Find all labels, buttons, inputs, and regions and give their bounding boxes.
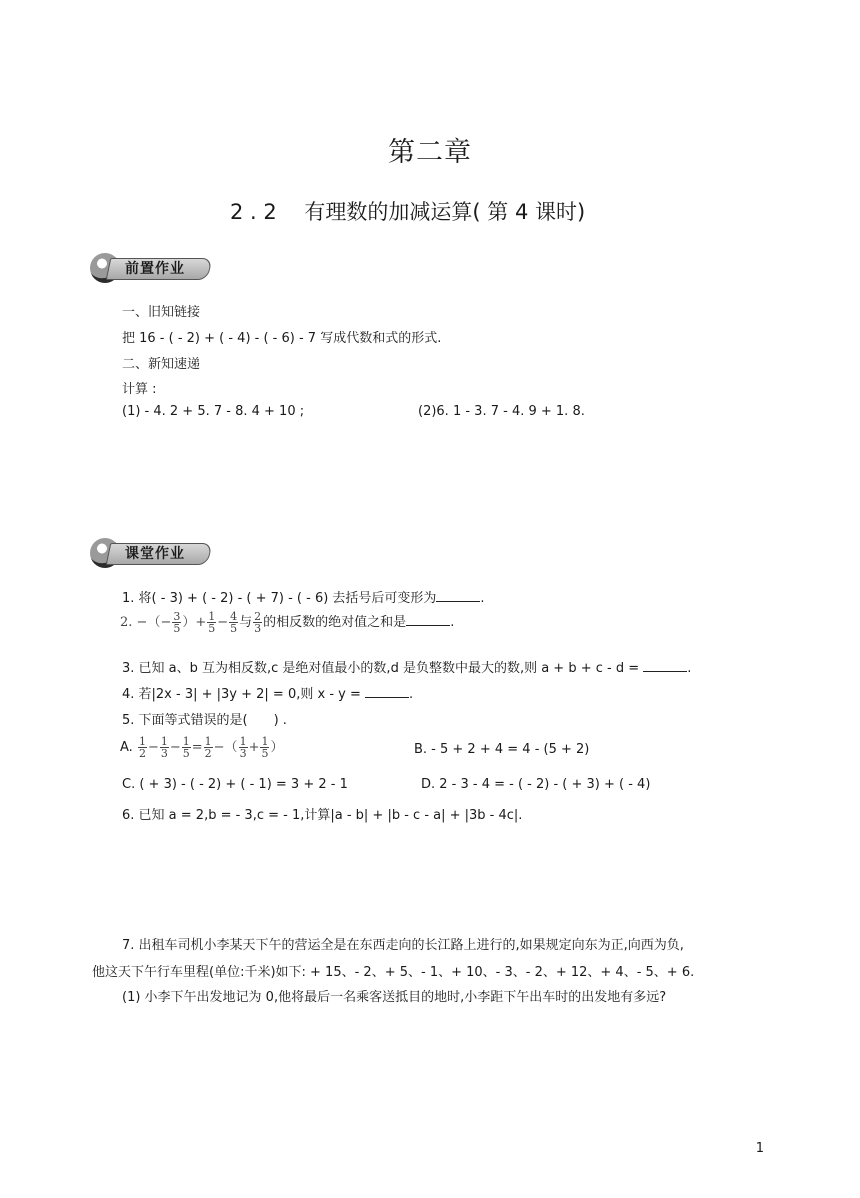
- question-6: 6. 已知 a = 2,b = - 3,c = - 1,计算|a - b| + |b - c - a| + |3b - 4c|.: [122, 808, 523, 823]
- option-b: B. - 5 + 2 + 4 = 4 - (5 + 2): [414, 742, 590, 757]
- calc-problem-2: (2)6. 1 - 3. 7 - 4. 9 + 1. 8.: [418, 404, 585, 419]
- fraction: $\frac{4}{5}$: [230, 610, 238, 635]
- answer-blank-4: [365, 686, 409, 698]
- fraction: $\frac{1}{5}$: [261, 735, 269, 760]
- question-1-text: 1. 将( - 3) + ( - 2) - ( + 7) - ( - 6) 去括号后可变形为: [122, 591, 437, 606]
- calc-problem-1: (1) - 4. 2 + 5. 7 - 8. 4 + 10 ;: [122, 404, 305, 419]
- fraction: $\frac{1}{5}$: [182, 735, 190, 760]
- question-5: 5. 下面等式错误的是( ) .: [122, 713, 287, 728]
- old-knowledge-heading: 一、旧知链接: [122, 305, 201, 320]
- question-3-text: 3. 已知 a、b 互为相反数,c 是绝对值最小的数,d 是负整数中最大的数,则 a + b + c - d =: [122, 661, 640, 676]
- question-4: 4. 若|2x - 3| + |3y + 2| = 0,则 x - y = .: [122, 687, 414, 702]
- option-a: A. $\frac{1}{2}$ − $\frac{1}{3}$ − $\frac{1}{5}$ = $\frac{1}{2}$ −（ $\frac{1}{3}$ + $\frac{1}{5}$ ）: [120, 735, 284, 760]
- page-number: 1: [755, 1141, 764, 1156]
- option-d: D. 2 - 3 - 4 = - ( - 2) - ( + 3) + ( - 4): [421, 777, 651, 792]
- calc-label: 计算 :: [122, 382, 157, 397]
- class-homework-badge: [90, 538, 212, 568]
- fraction: $\frac{1}{3}$: [239, 735, 247, 760]
- answer-blank-3: [643, 660, 687, 672]
- question-1: 1. 将( - 3) + ( - 2) - ( + 7) - ( - 6) 去括号后可变形为 .: [122, 591, 485, 606]
- lesson-title: 2 . 2 有理数的加减运算( 第 4 课时): [230, 200, 586, 224]
- question-2-text: 的相反数的绝对值之和是: [263, 615, 407, 630]
- option-c: C. ( + 3) - ( - 2) + ( - 1) = 3 + 2 - 1: [122, 777, 348, 792]
- fraction: $\frac{1}{5}$: [208, 610, 216, 635]
- answer-blank-2: [406, 614, 450, 626]
- pre-homework-label: 前置作业: [125, 261, 185, 277]
- question-3: 3. 已知 a、b 互为相反数,c 是绝对值最小的数,d 是负整数中最大的数,则 a + b + c - d = .: [122, 661, 692, 676]
- old-knowledge-problem: 把 16 - ( - 2) + ( - 4) - ( - 6) - 7 写成代数和式的形式.: [122, 331, 442, 346]
- question-2: 2. −（− $\frac{3}{5}$ ）+ $\frac{1}{5}$ − $\frac{4}{5}$ 与 $\frac{2}{3}$ 的相反数的绝对值之和是 .: [120, 610, 455, 635]
- answer-blank-1: [436, 590, 480, 602]
- question-7-part-1: (1) 小李下午出发地记为 0,他将最后一名乘客送抵目的地时,小李距下午出车时的出发地有多远?: [122, 990, 667, 1005]
- fraction: $\frac{1}{2}$: [204, 735, 212, 760]
- chapter-title: 第二章: [388, 137, 472, 168]
- question-4-text: 4. 若|2x - 3| + |3y + 2| = 0,则 x - y =: [122, 687, 361, 702]
- class-homework-label: 课堂作业: [125, 546, 185, 562]
- fraction: $\frac{3}{5}$: [173, 610, 181, 635]
- fraction: $\frac{2}{3}$: [254, 610, 262, 635]
- question-7-line-2: 他这天下午行车里程(单位:千米)如下: + 15、- 2、+ 5、- 1、+ 10、- 3、- 2、+ 12、+ 4、- 5、+ 6.: [92, 965, 695, 980]
- question-7-line-1: 7. 出租车司机小李某天下午的营运全是在东西走向的长江路上进行的,如果规定向东为正,向西为负,: [122, 938, 684, 953]
- fraction: $\frac{1}{2}$: [138, 735, 146, 760]
- pre-homework-badge: [90, 253, 212, 283]
- new-knowledge-heading: 二、新知速递: [122, 357, 201, 372]
- fraction: $\frac{1}{3}$: [160, 735, 168, 760]
